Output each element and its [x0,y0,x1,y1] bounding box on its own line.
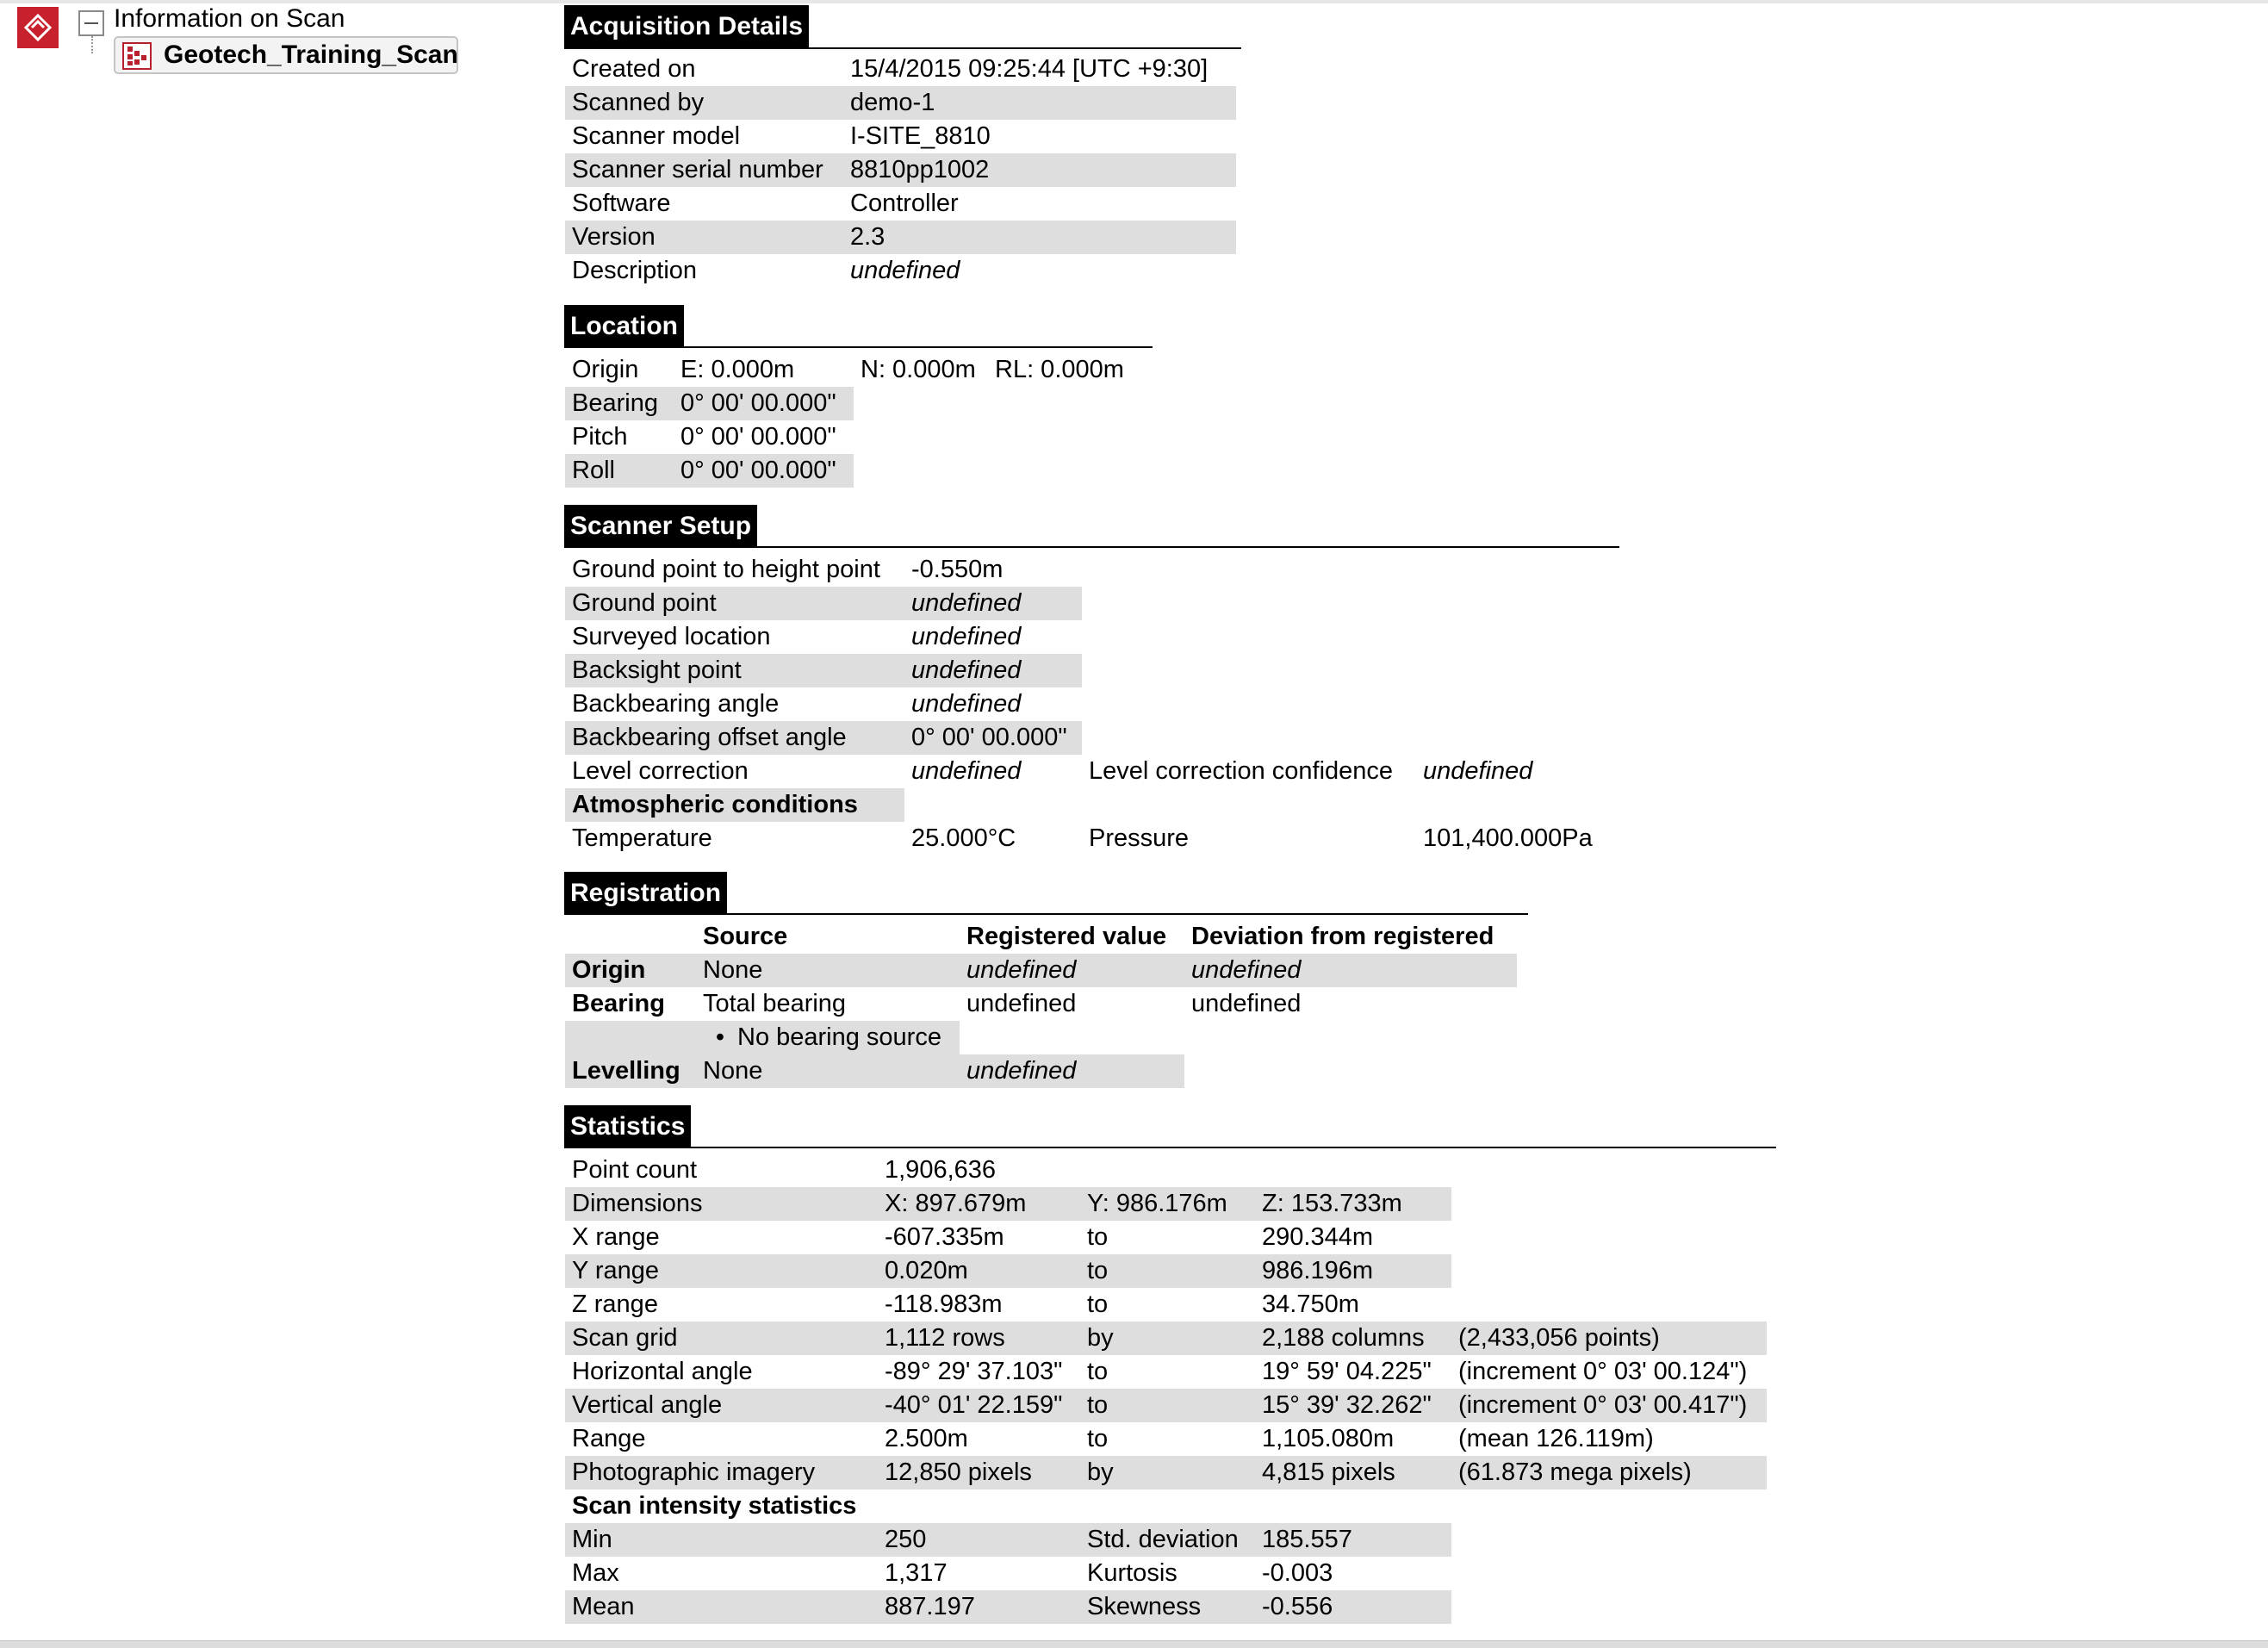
dimension-z: Z: 153.733m [1255,1187,1451,1221]
table-row [565,1221,1767,1254]
table-row [565,1154,1767,1187]
table-row [565,387,1131,420]
table-row [565,454,1131,488]
scan-icon [122,42,152,70]
x-range-to: to [1087,1223,1109,1251]
range-from: 2.500m [885,1425,968,1452]
scan-grid-columns: 2,188 columns [1255,1322,1451,1355]
table-row [565,1456,1767,1489]
scan-grid-label: Scan grid [565,1322,878,1355]
col-source-header: Source [703,923,788,950]
table-row [565,1523,1767,1557]
reg-levelling-source: None [696,1054,960,1088]
table-row [565,920,1517,954]
table-row [565,721,1600,755]
acquisition-heading: Acquisition Details [564,5,809,48]
intensity-min-value: 250 [878,1523,1080,1557]
reg-bearing-source: Total bearing [703,990,847,1017]
statistics-rule [564,1147,1776,1148]
table-row [565,1422,1767,1456]
registration-rule [564,913,1528,915]
ground-point-label: Ground point [565,587,904,620]
reg-bearing-registered: undefined [966,990,1077,1017]
reg-origin-label: Origin [565,954,696,987]
reg-origin-source: None [696,954,960,987]
vertical-angle-to: to [1080,1389,1255,1422]
table-row [565,587,1600,620]
intensity-max-label: Max [572,1559,619,1587]
table-row [565,153,1236,187]
horizontal-angle-from: -89° 29' 37.103" [885,1358,1063,1385]
table-row [565,788,1600,822]
imagery-label: Photographic imagery [565,1456,878,1489]
pressure-value: 101,400.000Pa [1423,824,1593,852]
z-range-from: -118.983m [885,1290,1003,1318]
table-row [565,420,1131,454]
location-rule [564,346,1153,348]
tree-root-label[interactable]: Information on Scan [114,4,345,33]
horizontal-angle-label: Horizontal angle [572,1358,753,1385]
tree-item-scan[interactable] [114,36,458,74]
acquisition-section [564,5,809,48]
level-confidence-label: Level correction confidence [1089,757,1394,785]
table-row [565,687,1600,721]
description-label: Description [572,257,698,284]
collapse-toggle-icon[interactable] [78,10,104,36]
app-logo-icon [17,7,59,48]
table-row [565,755,1600,788]
backbearing-angle-label: Backbearing angle [572,690,780,718]
bearing-value: 0° 00' 00.000" [674,387,854,420]
table-row [565,1054,1517,1088]
table-row [565,1389,1767,1422]
col-registered-header: Registered value [966,923,1167,950]
table-row [565,1021,1517,1054]
software-value: Controller [850,190,959,217]
vertical-angle-end: 15° 39' 32.262" [1255,1389,1451,1422]
created-on-value: 15/4/2015 09:25:44 [UTC +9:30] [850,55,1209,83]
x-range-end: 290.344m [1262,1223,1373,1251]
atmospheric-conditions-label: Atmospheric conditions [565,788,904,822]
roll-label: Roll [565,454,674,488]
table-row [565,987,1517,1021]
table-row [565,1557,1767,1590]
table-row [565,254,1236,288]
vertical-angle-from: -40° 01' 22.159" [878,1389,1080,1422]
y-range-to: to [1080,1254,1255,1288]
acquisition-table [565,53,1236,288]
tree-connector [91,36,95,53]
y-range-from: 0.020m [878,1254,1080,1288]
table-row [565,654,1600,687]
temperature-value: 25.000°C [911,824,1016,852]
serial-number-label: Scanner serial number [565,153,843,187]
std-deviation-label: Std. deviation [1080,1523,1255,1557]
horizontal-angle-to: to [1087,1358,1109,1385]
col-deviation-header: Deviation from registered [1191,923,1494,950]
ground-to-height-value: -0.550m [911,556,1004,583]
table-row [565,187,1236,221]
intensity-heading: Scan intensity statistics [572,1492,857,1520]
scanner-model-label: Scanner model [572,122,741,150]
registration-table [565,920,1517,1088]
reg-bearing-deviation: undefined [1191,990,1302,1017]
origin-n-value: N: 0.000m [861,356,976,383]
origin-label: Origin [572,356,639,383]
reg-origin-deviation: undefined [1184,954,1517,987]
registration-heading: Registration [564,872,727,915]
vertical-angle-label: Vertical angle [565,1389,878,1422]
skewness-value: -0.556 [1255,1590,1451,1624]
z-range-end: 34.750m [1262,1290,1359,1318]
location-heading: Location [564,305,684,348]
temperature-label: Temperature [572,824,712,852]
intensity-max-value: 1,317 [885,1559,948,1587]
dimensions-label: Dimensions [565,1187,878,1221]
created-on-label: Created on [572,55,696,83]
table-row [565,86,1236,120]
table-row [565,1489,1767,1523]
intensity-mean-label: Mean [565,1590,878,1624]
tree-item-label: Geotech_Training_Scan [164,40,458,69]
reg-levelling-registered: undefined [960,1054,1184,1088]
range-mean: (mean 126.119m) [1458,1425,1654,1452]
scan-grid-by: by [1080,1322,1255,1355]
level-correction-label: Level correction [572,757,749,785]
setup-heading: Scanner Setup [564,505,757,548]
acquisition-rule [564,47,1241,49]
x-range-from: -607.335m [885,1223,1004,1251]
kurtosis-label: Kurtosis [1087,1559,1177,1587]
std-deviation-value: 185.557 [1255,1523,1451,1557]
range-end: 1,105.080m [1262,1425,1395,1452]
pressure-label: Pressure [1089,824,1190,852]
table-row [565,1590,1767,1624]
table-row [565,1187,1767,1221]
table-row [565,221,1236,254]
x-range-label: X range [572,1223,660,1251]
horizontal-angle-increment: (increment 0° 03' 00.124") [1458,1358,1748,1385]
table-row [565,1322,1767,1355]
range-label: Range [572,1425,646,1452]
surveyed-location-value: undefined [911,623,1022,650]
setup-rule [564,546,1619,548]
ground-point-value: undefined [904,587,1082,620]
setup-section [564,505,757,548]
serial-number-value: 8810pp1002 [843,153,1236,187]
dimension-x: X: 897.679m [878,1187,1080,1221]
bullet-icon [703,1023,737,1051]
reg-origin-registered: undefined [960,954,1184,987]
backsight-point-value: undefined [904,654,1082,687]
backbearing-angle-value: undefined [911,690,1022,718]
version-value: 2.3 [843,221,1236,254]
reg-levelling-label: Levelling [565,1054,696,1088]
level-correction-value: undefined [911,757,1022,785]
bearing-label: Bearing [565,387,674,420]
scanned-by-label: Scanned by [565,86,843,120]
table-row [565,53,1236,86]
reg-bearing-label: Bearing [572,990,665,1017]
imagery-width: 12,850 pixels [878,1456,1080,1489]
pitch-label: Pitch [572,423,628,451]
level-confidence-value: undefined [1423,757,1533,785]
backbearing-offset-value: 0° 00' 00.000" [904,721,1082,755]
table-row [565,553,1600,587]
origin-rl-value: RL: 0.000m [995,356,1124,383]
surveyed-location-label: Surveyed location [572,623,771,650]
version-label: Version [565,221,843,254]
ground-to-height-label: Ground point to height point [572,556,880,583]
imagery-height: 4,815 pixels [1255,1456,1451,1489]
table-row [565,1254,1767,1288]
point-count-value: 1,906,636 [885,1156,997,1184]
bearing-note: No bearing source [737,1023,941,1051]
intensity-mean-value: 887.197 [878,1590,1080,1624]
table-row [565,620,1600,654]
software-label: Software [572,190,671,217]
z-range-label: Z range [572,1290,658,1318]
imagery-by: by [1080,1456,1255,1489]
pitch-value: 0° 00' 00.000" [680,423,836,451]
intensity-min-label: Min [565,1523,878,1557]
table-row [565,353,1131,387]
statistics-heading: Statistics [564,1105,691,1148]
setup-table [565,553,1600,855]
table-row [565,822,1600,855]
horizontal-angle-end: 19° 59' 04.225" [1262,1358,1432,1385]
scanned-by-value: demo-1 [843,86,1236,120]
vertical-angle-increment: (increment 0° 03' 00.417") [1451,1389,1767,1422]
statistics-table [565,1154,1767,1624]
y-range-label: Y range [565,1254,878,1288]
location-table [565,353,1131,488]
point-count-label: Point count [572,1156,698,1184]
roll-value: 0° 00' 00.000" [674,454,854,488]
table-row [565,1288,1767,1322]
registration-section [564,872,727,915]
origin-e-value: E: 0.000m [680,356,795,383]
scanner-model-value: I-SITE_8810 [850,122,991,150]
z-range-to: to [1087,1290,1109,1318]
kurtosis-value: -0.003 [1262,1559,1333,1587]
backsight-point-label: Backsight point [565,654,904,687]
imagery-megapixels: (61.873 mega pixels) [1451,1456,1767,1489]
scan-grid-rows: 1,112 rows [878,1322,1080,1355]
table-row [565,1355,1767,1389]
table-row [565,954,1517,987]
dimension-y: Y: 986.176m [1080,1187,1255,1221]
y-range-end: 986.196m [1255,1254,1451,1288]
skewness-label: Skewness [1080,1590,1255,1624]
statistics-section [564,1105,691,1148]
description-value: undefined [850,257,960,284]
backbearing-offset-label: Backbearing offset angle [565,721,904,755]
range-to: to [1087,1425,1109,1452]
location-section [564,305,684,348]
scan-grid-points: (2,433,056 points) [1451,1322,1767,1355]
table-row [565,120,1236,153]
